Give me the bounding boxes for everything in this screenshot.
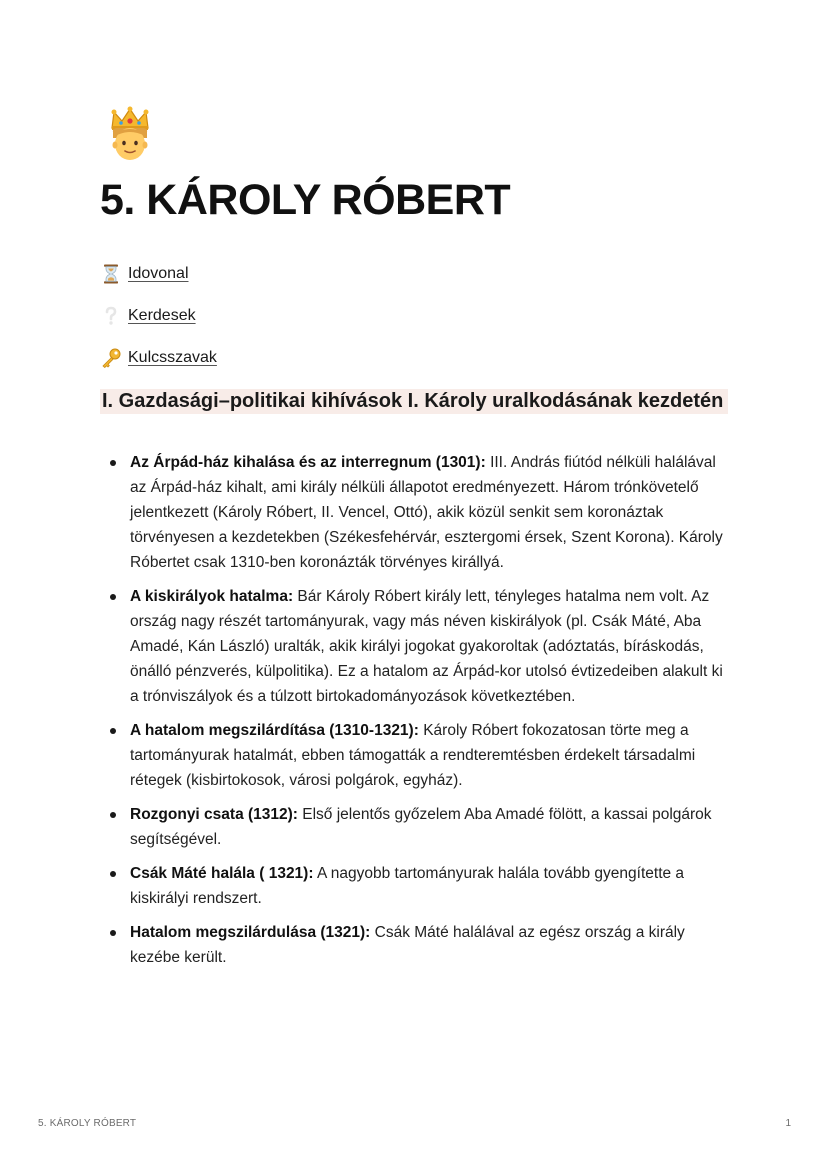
item-text: III. András fiútód nélküli halálával az Árpád-ház kihalt, ami király nélküli állapotot eredményezett. Három trónkövetelő jelentkezett (Károly Róbert, II. Vencel, Ottó), akik közül senkit sem koronáztak törvényesen a kezdetekben (Székesfehérvár, esztergomi érsek, Szent Korona). Károly Róbertet csak 1310-ben koronázták törvényes királlyá. <box>130 454 723 571</box>
page-number: 1 <box>785 1118 791 1129</box>
link-label[interactable]: Kerdesek <box>128 307 196 324</box>
link-label[interactable]: Kulcsszavak <box>128 349 217 366</box>
list-item <box>100 718 732 793</box>
item-term: Hatalom megszilárdulása (1321): <box>130 924 371 941</box>
prince-crown-icon <box>102 106 158 166</box>
list-item <box>100 450 732 575</box>
item-term: Az Árpád-ház kihalása és az interregnum (1301): <box>130 454 486 471</box>
item-term: A hatalom megszilárdítása (1310-1321): <box>130 722 419 739</box>
link-kulcsszavak[interactable] <box>100 346 217 370</box>
item-text: Csák Máté halálával az egész ország a király kezébe került. <box>130 924 685 966</box>
item-text: Első jelentős győzelem Aba Amadé fölött, a kassai polgárok segítségével. <box>130 806 712 848</box>
item-term: Csák Máté halála ( 1321): <box>130 865 314 882</box>
question-mark-icon <box>100 305 122 327</box>
list-item <box>100 802 732 852</box>
page-title: 5. KÁROLY RÓBERT <box>100 176 511 224</box>
list-item <box>100 861 732 911</box>
link-idovonal[interactable] <box>100 262 189 286</box>
footer-title: 5. KÁROLY RÓBERT <box>38 1118 137 1129</box>
section-heading <box>100 389 728 414</box>
link-kerdesek[interactable] <box>100 304 196 328</box>
hourglass-icon <box>100 263 122 285</box>
section-heading-text: I. Gazdasági–politikai kihívások I. Károly uralkodásának kezdetén <box>102 390 724 412</box>
item-term: A kiskirályok hatalma: <box>130 588 294 605</box>
link-label[interactable]: Idovonal <box>128 265 189 282</box>
bullet-list <box>100 450 732 979</box>
item-text: Bár Károly Róbert király lett, tényleges hatalma nem volt. Az ország nagy részét tartományurak, vagy más néven kiskirályok (pl. Csák Máté, Aba Amadé, Kán László) uralták, akik királyi jogokat gyakoroltak (adóztatás, bíráskodás, önálló pénzverés, külpolitika). Ez a hatalom az Árpád-kor utolsó évtizedeiben alakult ki a trónviszályok és a túlzott birtokadományozások következtében. <box>130 588 723 705</box>
list-item <box>100 920 732 970</box>
item-term: Rozgonyi csata (1312): <box>130 806 298 823</box>
item-text: Károly Róbert fokozatosan törte meg a tartományurak hatalmát, ebben támogatták a rendteremtésben érdekelt társadalmi rétegek (kisbirtokosok, városi polgárok, egyház). <box>130 722 696 789</box>
key-icon <box>100 347 122 369</box>
item-text: A nagyobb tartományurak halála tovább gyengítette a kiskirályi rendszert. <box>130 865 685 907</box>
list-item <box>100 584 732 709</box>
